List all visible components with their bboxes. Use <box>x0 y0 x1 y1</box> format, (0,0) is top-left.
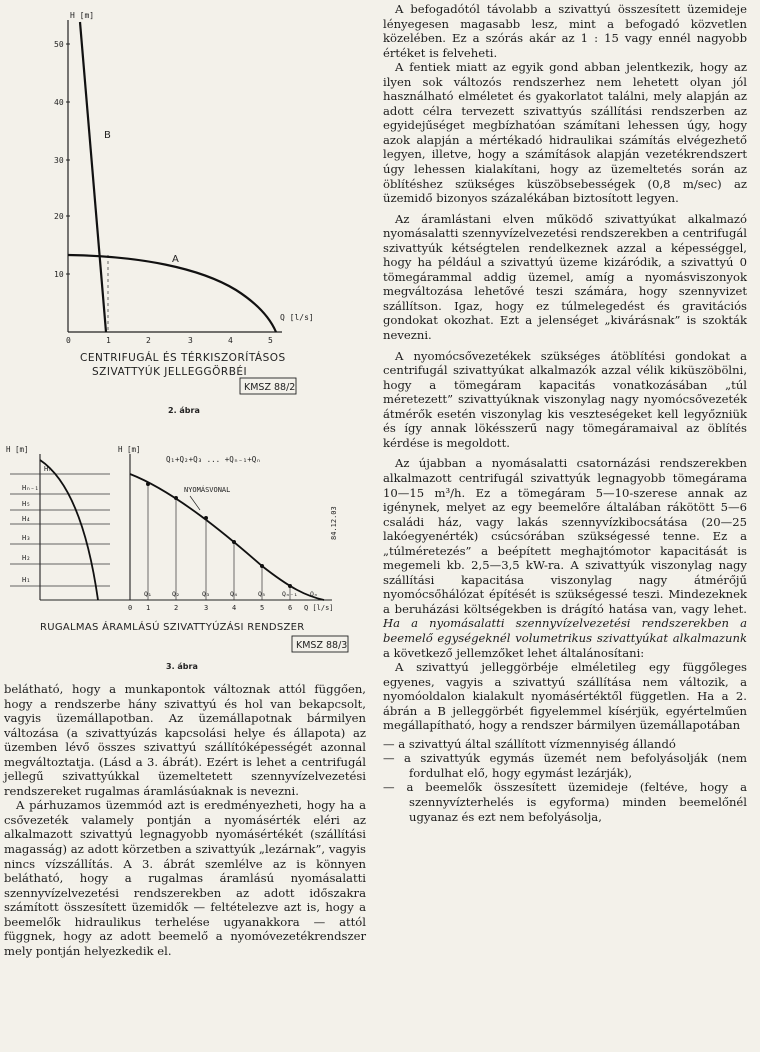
fig3-x-tick: 1 <box>146 604 151 612</box>
fig3-h-label: H₂ <box>22 554 31 562</box>
fig2-x-tick: 3 <box>188 336 193 345</box>
fig3-pressure-pointer <box>190 496 200 510</box>
fig2-x-tick: 1 <box>106 336 111 345</box>
figure-2 <box>0 0 380 420</box>
fig3-pressure-label: NYOMÁSVONAL <box>184 486 231 494</box>
fig3-title: RUGALMAS ÁRAMLÁSÚ SZIVATTYÚZÁSI RENDSZER <box>40 622 305 633</box>
fig2-y-tick: 30 <box>54 156 64 165</box>
fig2-x-ticks <box>66 336 273 345</box>
fig2-y-tick: 50 <box>54 40 64 49</box>
list-item: — a szivattyú által szállított vízmennyiség állandó <box>383 736 676 751</box>
fig3-x-tick: 0 <box>128 604 133 612</box>
fig2-caption: 2. ábra <box>168 406 200 415</box>
fig3-x-tick: 5 <box>260 604 265 612</box>
fig2-curve-b-label: B <box>104 130 111 141</box>
fig3-drop-lines <box>146 482 292 600</box>
fig3-mid-y-label: H [m] <box>118 445 141 454</box>
fig3-x-ticks <box>128 604 292 612</box>
fig3-q-label: Qₙ <box>310 590 318 598</box>
fig2-curve-b <box>80 22 106 332</box>
fig2-x-tick: 0 <box>66 336 71 345</box>
right-paragraph-3: Az áramlástani elven működő szivattyúkat alkalmazó nyomásalatti szennyvízelvezetési rendszerekben a centrifugál szivattyúk kétségtelen rendelkeznek azzal a képességgel, hogy ha például a szivattyú üzeme kizáródik, a szivattyú 0 tömegárammal addig üzemel, amíg a nyomásviszonyok megváltozása lehetővé teszi számára, hogy szennyvizet szállítson. Igaz, hogy ez túlmelegedést és gravitációs gondokat okozhat. Ezt a jelenséget „kivárásnak” is szokták nevezni. <box>383 211 747 343</box>
fig3-h-label: H₃ <box>22 534 31 542</box>
p5-tail: a következő jellemzőket lehet általánosítani: <box>383 645 645 660</box>
fig3-q-label: Q₁ <box>144 590 152 598</box>
fig2-x-tick: 5 <box>268 336 273 345</box>
fig2-code: KMSZ 88/2 <box>244 382 296 393</box>
fig3-q-label: Q₃ <box>202 590 210 598</box>
right-paragraph-5 <box>383 456 747 660</box>
fig3-x-tick: 2 <box>174 604 179 612</box>
fig2-x-tick: 4 <box>228 336 233 345</box>
fig3-q-labels <box>144 590 318 598</box>
list-item: — a beemelők összesített üzemideje (feltéve, hogy a szennyvízterhelés is egyforma) minden beemelőnél ugyanaz és ezt nem befolyásolja, <box>383 780 747 824</box>
fig2-x-tick: 2 <box>146 336 151 345</box>
fig3-h-label: Hₙ <box>44 465 53 473</box>
fig2-curve-a-label: A <box>172 254 179 265</box>
fig3-code: KMSZ 88/3 <box>296 640 348 651</box>
left-column-text <box>4 682 366 958</box>
right-paragraph-6: A szivattyú jelleggörbéje elméletileg egy függőleges egyenes, vagyis a szivattyú szállítása nem változik, a nyomóoldalon kialakult nyomásértéktől független. Ha a 2. ábrán a B jelleggörbét figyelemmel kísérjük, egyértelműen megállapítható, hogy a rendszer bármilyen üzemállapotában <box>383 660 747 733</box>
fig3-x-tick: 4 <box>232 604 237 612</box>
fig2-x-axis-label: Q [l/s] <box>280 313 314 322</box>
list-item: — a szivattyúk egymás üzemét nem befolyásolják (nem fordulhat elő, hogy egymást lezárják), <box>383 751 747 780</box>
fig3-h-labels <box>22 465 52 584</box>
fig3-q-label: Qₙ₋₁ <box>282 590 298 598</box>
fig3-formula: Q₁+Q₂+Q₃ ... +Qₙ₋₁+Qₙ <box>166 455 261 464</box>
fig2-y-axis-label: H [m] <box>70 11 95 20</box>
fig2-curve-a <box>68 255 276 332</box>
p5-emphasis-1: Ha a nyomásalatti szennyvízelvezetési rendszerekben a beemelő egységeknél <box>383 616 747 645</box>
fig3-caption: 3. ábra <box>166 662 198 671</box>
condition-list <box>383 737 747 824</box>
fig2-y-tick: 40 <box>54 98 64 107</box>
right-paragraph-2: A fentiek miatt az egyik gond abban jelentkezik, hogy az ilyen sok változós rendszerhez nem lehetett olyan jól használható elméletet és gyakorlatot találni, mely alapján az adott célra tervezett szivattyús szállítási rendszerben az egyidejűséget megbízhatóan számítani lehessen úgy, hogy azok alapján a mértékadó hidraulikai számítás elvégezhető legyen, illetve, hogy a számítások alapján vezetékrendszert úgy lehessen kialakítani, hogy az üzemeltetés során az öblítéshez szükséges küszöbsebességek (0,8 m/sec) az üzemidő bizonyos százalékában biztosított legyen. <box>383 60 747 206</box>
figure-3 <box>0 440 380 680</box>
right-paragraph-1: A befogadótól távolabb a szivattyú összesített üzemideje lényegesen magasabb lesz, mint a befogadó közvetlen közelében. Ez a szórás akár az 1 : 15 vagy ennél nagyobb értéket is felveheti. <box>383 2 747 60</box>
left-paragraph-1: belátható, hogy a munkapontok változnak attól függően, hogy a rendszerbe hány szivattyú és hol van bekapcsolt, vagyis üzemállapotban. Az üzemállapotnak bármilyen változása (a szivattyúzás kapcsolási helye és állapota) az üzemben lévő összes szivattyú szállítóképességét azonnal megváltoztatja. (Lásd a 3. ábrát). Ezért is lehet a centrifugál jellegű szivattyúkkal üzemeltetett szennyvízelvezetési rendszereket rugalmas áramlásúaknak is nevezni. <box>4 682 366 798</box>
right-paragraph-4: A nyomócsővezetékek szükséges átöblítési gondokat a centrifugál szivattyúkat alkalmazók azzal vélik kiküszöbölni, hogy a tömegáram kapacitás vonatkozásában „túl méretezett” szivattyúknak viszonylag nagy nyomócsővezeték átmérők esetén viszonylag kis veszteségeket kell legyőzniük és így annak lökésszerű nagy tömegáramaival az öblítés kérdése is megoldott. <box>383 348 747 450</box>
fig3-h-label: H₁ <box>22 576 31 584</box>
fig2-y-tick: 20 <box>54 212 64 221</box>
fig3-h-label: H₅ <box>22 500 31 508</box>
right-column-text <box>383 2 747 824</box>
fig3-h-label: Hₙ₋₁ <box>22 484 39 492</box>
fig3-left-pump-curve <box>40 460 98 600</box>
fig2-title-line2: SZIVATTYÚK JELLEGGÖRBÉI <box>92 366 248 378</box>
fig3-h-label: H₄ <box>22 515 31 523</box>
p5-text: Az újabban a nyomásalatti csatornázási rendszerekben alkalmazott centrifugál szivattyúk legnagyobb tömegárama 10—15 m³/h. Ez a tömegáram 5—10-szerese annak az igénynek, melyet az egy beemelőre általában rákötött 5—6 családi ház, vagy lakás szennyvízkibocsátása (20—25 lakóegyenérték) csúcsórában szükségessé tenne. Ez a „túlméretezés” a beépített meghajtómotor kapacitását is megemeli kb. 2,5—3,5 kW-ra. A szivattyúk viszonylag nagy szállítási kapacitása viszonylag nagy átmérőjű nyomócsőhálózat építését is szükségessé teszi. Mindezeknek a beruházási költségekben is drágító hatása van, vagy lehet. <box>383 456 747 616</box>
fig2-title-line1: CENTRIFUGÁL ÉS TÉRKISZORÍTÁSOS <box>80 352 286 364</box>
fig3-left-y-label: H [m] <box>6 445 29 454</box>
fig3-x-tick: 6 <box>288 604 293 612</box>
fig3-q-label: Q₂ <box>172 590 180 598</box>
fig3-x-unit: Q [l/s] <box>304 604 334 612</box>
fig3-side-code: 84.12.03 <box>330 506 338 540</box>
fig3-q-label: Q₅ <box>258 590 266 598</box>
p5-emphasis-2: volumetrikus szivattyúkat alkalmazunk <box>515 630 747 645</box>
fig3-x-tick: 3 <box>204 604 209 612</box>
fig2-y-tick: 10 <box>54 270 64 279</box>
fig3-q-label: Q₄ <box>230 590 238 598</box>
left-paragraph-2: A párhuzamos üzemmód azt is eredményezheti, hogy ha a csővezeték valamely pontján a nyomásérték eléri az alkalmazott szivattyú legnagyobb nyomásértékét (szállítási magasság) az adott körzetben a szivattyúk „lezárnak”, vagyis nincs vízszállítás. A 3. ábrát szemlélve az is könnyen belátható, hogy a rugalmas áramlású nyomásalatti szennyvízelvezetési rendszerekben az adott időszakra számított összesített üzemidők — feltételezve azt is, hogy a beemelők hidraulikus terhelése ugyanakkora — attól függnek, hogy az adott beemelő a nyomóvezetékrendszer mely pontján helyezkedik el. <box>4 798 366 958</box>
